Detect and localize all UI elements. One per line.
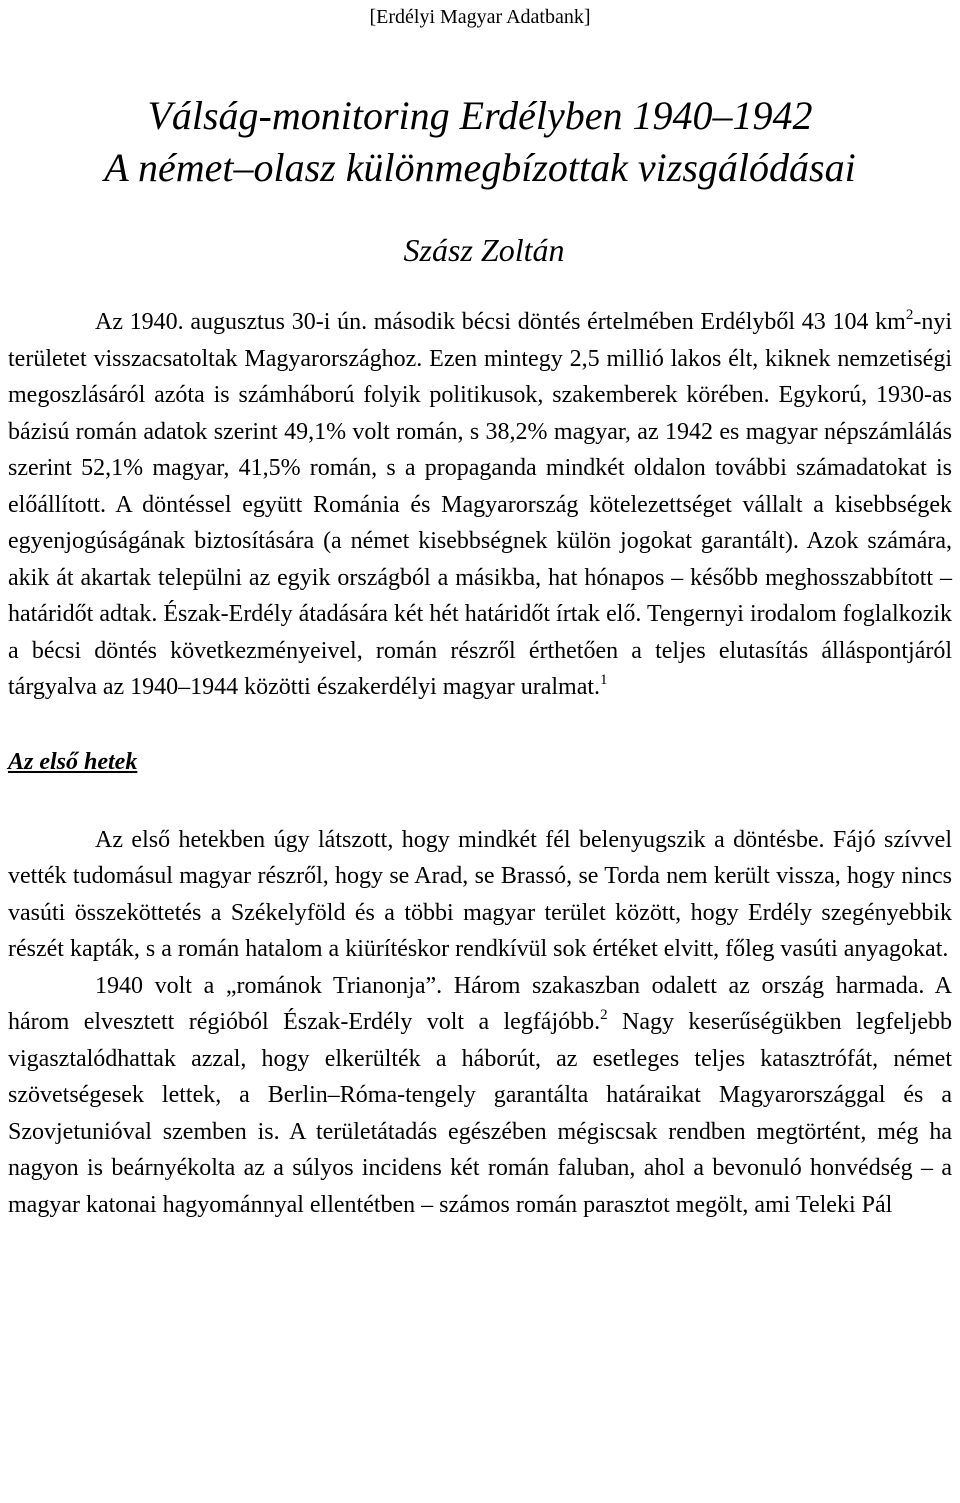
title-line-2: A német–olasz különmegbízottak vizsgálódásai	[104, 145, 856, 190]
intro-paragraph	[8, 304, 952, 706]
section-paragraph-2	[8, 968, 952, 1224]
article-title	[8, 90, 952, 194]
footnote-ref-2: 2	[600, 1007, 608, 1023]
footnote-ref-1: 1	[600, 672, 608, 688]
intro-text-b: -nyi területet visszacsatoltak Magyarországhoz. Ezen mintegy 2,5 millió lakos élt, kiknek nemzetiségi megoszlásáról azóta is számháború folyik politikusok, szakemberek körében. Egykorú, 1930-as bázisú román adatok szerint 49,1% volt román, s 38,2% magyar, az 1942 es magyar népszámlálás szerint 52,1% magyar, 41,5% román, s a propaganda mindkét oldalon további számadatokat is előállított. A döntéssel együtt Románia és Magyarország kötelezettséget vállalt a kisebbségek egyenjogúságának biztosítására (a német kisebbségnek külön jogokat garantált). Azok számára, akik át akartak települni az egyik országból a másikba, hat hónapos – később meghosszabbított – határidőt adtak. Észak-Erdély átadására két hét határidőt írtak elő. Tengernyi irodalom foglalkozik a bécsi döntés következményeivel, román részről érthetően a teljes elutasítás álláspontjáról tárgyalva az 1940–1944 közötti északerdélyi magyar uralmat.	[8, 309, 952, 700]
title-line-1: Válság-monitoring Erdélyben 1940–1942	[147, 93, 813, 138]
section-paragraph-1: Az első hetekben úgy látszott, hogy mindkét fél belenyugszik a döntésbe. Fájó szívvel vették tudomásul magyar részről, hogy se Arad, se Brassó, se Torda nem került vissza, hogy nincs vasúti összeköttetés a Székelyföld és a többi magyar terület között, hogy Erdély szegényebbik részét kapták, s a román hatalom a kiürítéskor rendkívül sok értéket elvitt, főleg vasúti anyagokat.	[8, 826, 952, 962]
section-heading: Az első hetek	[8, 748, 138, 775]
author-name: Szász Zoltán	[403, 232, 565, 268]
footnote-superscript: 2	[905, 307, 914, 323]
source-header: [Erdélyi Magyar Adatbank]	[369, 6, 591, 28]
intro-text-a: Az 1940. augusztus 30-i ún. második bécsi döntés értelmében Erdélyből 43 104 km	[95, 309, 906, 335]
para2-text-b: Nagy keserűségükben legfeljebb vigasztalódhattak azzal, hogy elkerülték a háborút, az esetleges teljes katasztrófát, német szövetségesek lettek, a Berlin–Róma-tengely garantálta határaikat Magyarországgal és a Szovjetunióval szemben is. A területátadás egészében mégiscsak rendben megtörtént, még ha nagyon is beárnyékolta az a súlyos incidens két román faluban, ahol a bevonuló honvédség – a magyar katonai hagyománnyal ellentétben – számos román parasztot megölt, ami Teleki Pál	[8, 1009, 953, 1218]
para2-text-a: 1940 volt a „románok Trianonja”. Három szakaszban odalett az ország harmada. A három elvesztett régióból Észak-Erdély volt a legfájóbb.	[8, 972, 952, 1035]
